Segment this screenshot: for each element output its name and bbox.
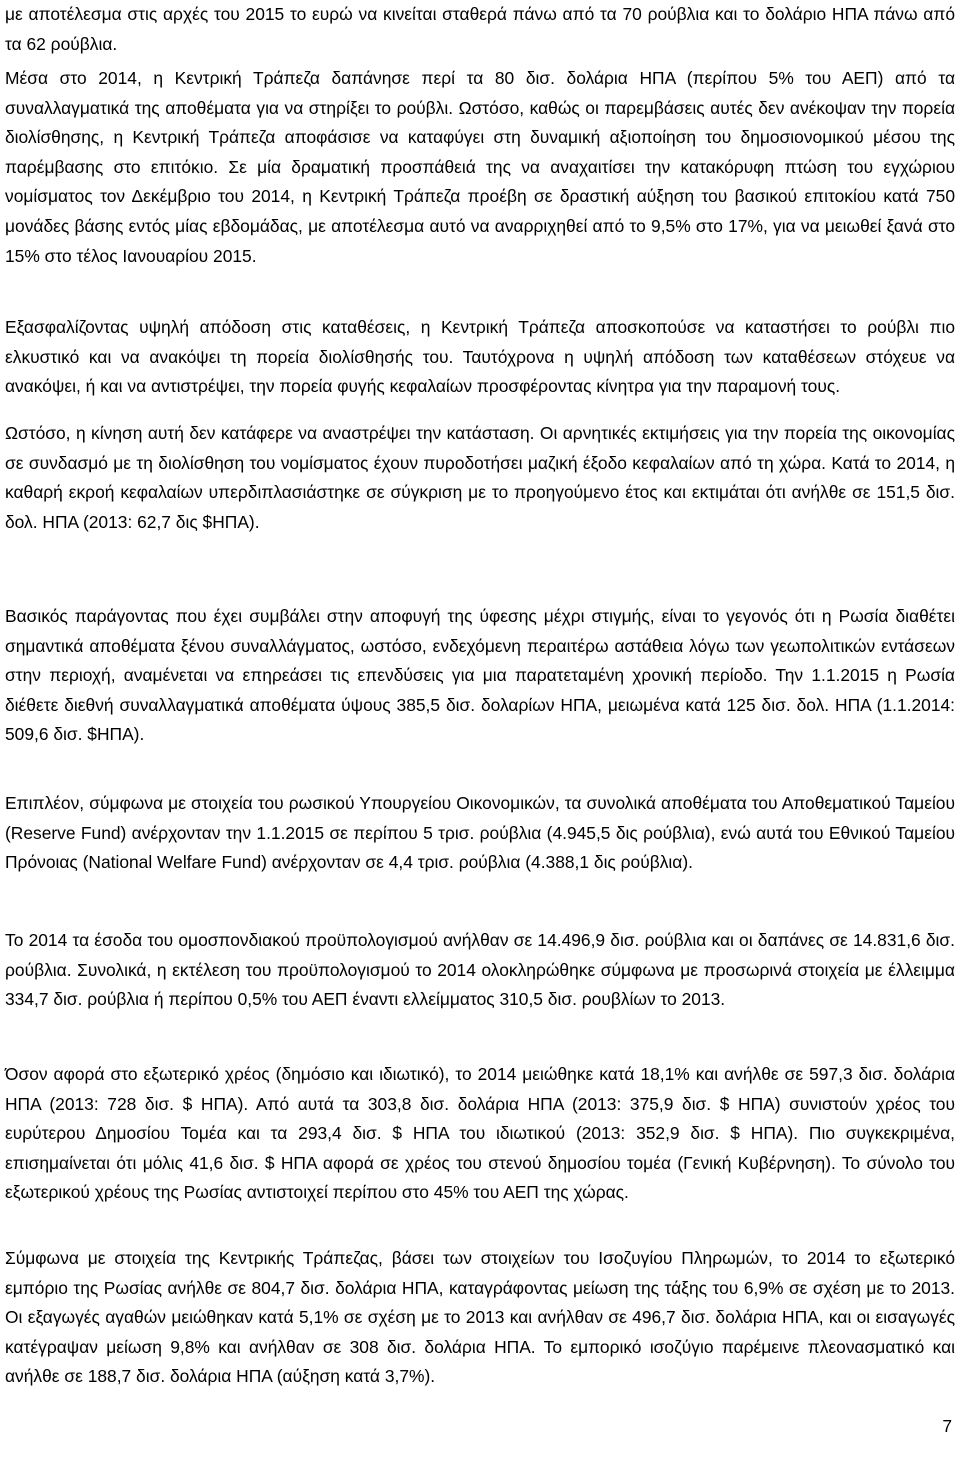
page-number: 7 xyxy=(942,1416,952,1436)
paragraph-5: Βασικός παράγοντας που έχει συμβάλει στην αποφυγή της ύφεσης μέχρι στιγμής, είναι το γεγονός ότι η Ρωσία διαθέτει σημαντικά αποθέματα ξένου συναλλάγματος, ωστόσο, ενδεχόμενη περαιτέρω αστάθεια λόγω των γεωπολιτικών εντάσεων στην περιοχή, αναμένεται να επηρεάσει τις επενδύσεις για μια παρατεταμένη χρονική περίοδο. Την 1.1.2015 η Ρωσία διέθετε διεθνή συναλλαγματικά αποθέματα ύψους 385,5 δισ. δολαρίων ΗΠΑ, μειωμένα κατά 125 δισ. δολ. ΗΠΑ (1.1.2014: 509,6 δισ. $ΗΠΑ). xyxy=(5,606,955,745)
paragraph-6: Επιπλέον, σύμφωνα με στοιχεία του ρωσικού Υπουργείου Οικονομικών, τα συνολικά αποθέματα του Αποθεματικού Ταμείου (Reserve Fund) ανέρχονταν την 1.1.2015 σε περίπου 5 τρισ. ρούβλια (4.945,5 δις ρούβλια), ενώ αυτά του Εθνικού Ταμείου Πρόνοιας (National Welfare Fund) ανέρχονταν σε 4,4 τρισ. ρούβλια (4.388,1 δις ρούβλια). xyxy=(5,793,955,873)
paragraph-1: με αποτέλεσμα στις αρχές του 2015 το ευρώ να κινείται σταθερά πάνω από τα 70 ρούβλια και το δολάριο ΗΠΑ πάνω από τα 62 ρούβλια. xyxy=(5,4,955,54)
paragraph-9: Σύμφωνα με στοιχεία της Κεντρικής Τράπεζας, βάσει των στοιχείων του Ισοζυγίου Πληρωμών, το 2014 το εξωτερικό εμπόριο της Ρωσίας ανήλθε σε 804,7 δισ. δολάρια ΗΠΑ, καταγράφοντας μείωση της τάξης του 6,9% σε σχέση με το 2013. Οι εξαγωγές αγαθών μειώθηκαν κατά 5,1% σε σχέση με το 2013 και ανήλθαν σε 496,7 δισ. δολάρια ΗΠΑ, και οι εισαγωγές κατέγραψαν μείωση 9,8% και ανήλθαν σε 308 δισ. δολάρια ΗΠΑ. Το εμπορικό ισοζύγιο παρέμεινε πλεονασματικό και ανήλθε σε 188,7 δισ. δολάρια ΗΠΑ (αύξηση κατά 3,7%). xyxy=(5,1248,955,1387)
paragraph-8: Όσον αφορά στο εξωτερικό χρέος (δημόσιο και ιδιωτικό), το 2014 μειώθηκε κατά 18,1% και ανήλθε σε 597,3 δισ. δολάρια ΗΠΑ (2013: 728 δισ. $ ΗΠΑ). Από αυτά τα 303,8 δισ. δολάρια ΗΠΑ (2013: 375,9 δισ. $ ΗΠΑ) συνιστούν χρέος του ευρύτερου Δημοσίου Τομέα και τα 293,4 δισ. $ ΗΠΑ του ιδιωτικού (2013: 352,9 δισ. $ ΗΠΑ). Πιο συγκεκριμένα, επισημαίνεται ότι μόλις 41,6 δισ. $ ΗΠΑ αφορά σε χρέος του στενού δημοσίου τομέα (Γενική Κυβέρνηση). Το σύνολο του εξωτερικού χρέους της Ρωσίας αντιστοιχεί περίπου στο 45% του ΑΕΠ της χώρας. xyxy=(5,1064,955,1203)
paragraph-7: Το 2014 τα έσοδα του ομοσπονδιακού προϋπολογισμού ανήλθαν σε 14.496,9 δισ. ρούβλια και οι δαπάνες σε 14.831,6 δισ. ρούβλια. Συνολικά, η εκτέλεση του προϋπολογισμού το 2014 ολοκληρώθηκε σύμφωνα με προσωρινά στοιχεία με έλλειμμα 334,7 δισ. ρούβλια ή περίπου 0,5% του ΑΕΠ έναντι ελλείμματος 310,5 δισ. ρουβλίων το 2013. xyxy=(5,930,955,1010)
paragraph-3: Εξασφαλίζοντας υψηλή απόδοση στις καταθέσεις, η Κεντρική Τράπεζα αποσκοπούσε να καταστήσει το ρούβλι πιο ελκυστικό και να ανακόψει τη πορεία διολίσθησής του. Ταυτόχρονα η υψηλή απόδοση των καταθέσεων στόχευε να ανακόψει, ή και να αντιστρέψει, την πορεία φυγής κεφαλαίων προσφέροντας κίνητρα για την παραμονή τους. xyxy=(5,317,955,397)
paragraph-2: Μέσα στο 2014, η Κεντρική Τράπεζα δαπάνησε περί τα 80 δισ. δολάρια ΗΠΑ (περίπου 5% του ΑΕΠ) από τα συναλλαγματικά της αποθέματα για να στηρίξει το ρούβλι. Ωστόσο, καθώς οι παρεμβάσεις αυτές δεν ανέκοψαν την πορεία διολίσθησης, η Κεντρική Τράπεζα αποφάσισε να καταφύγει στη δυναμική αξιοποίηση του δημοσιονομικού μέσου της παρέμβασης στο επιτόκιο. Σε μία δραματική προσπάθειά της να αναχαιτίσει την κατακόρυφη πτώση του εγχώριου νομίσματος τον Δεκέμβριο του 2014, η Κεντρική Τράπεζα προέβη σε δραστική αύξηση του βασικού επιτοκίου κατά 750 μονάδες βάσης εντός μίας εβδομάδας, με αποτέλεσμα αυτό να αναρριχηθεί από το 9,5% στο 17%, για να μειωθεί ξανά στο 15% στο τέλος Ιανουαρίου 2015. xyxy=(5,68,955,266)
paragraph-4: Ωστόσο, η κίνηση αυτή δεν κατάφερε να αναστρέψει την κατάσταση. Οι αρνητικές εκτιμήσεις για την πορεία της οικονομίας σε συνδασμό με τη διολίσθηση του νομίσματος έχουν πυροδοτήσει μαζική έξοδο κεφαλαίων από τη χώρα. Κατά το 2014, η καθαρή εκροή κεφαλαίων υπερδιπλασιάστηκε σε σύγκριση με το προηγούμενο έτος και εκτιμάται ότι ανήλθε σε 151,5 δισ. δολ. ΗΠΑ (2013: 62,7 δις $ΗΠΑ). xyxy=(5,423,955,532)
